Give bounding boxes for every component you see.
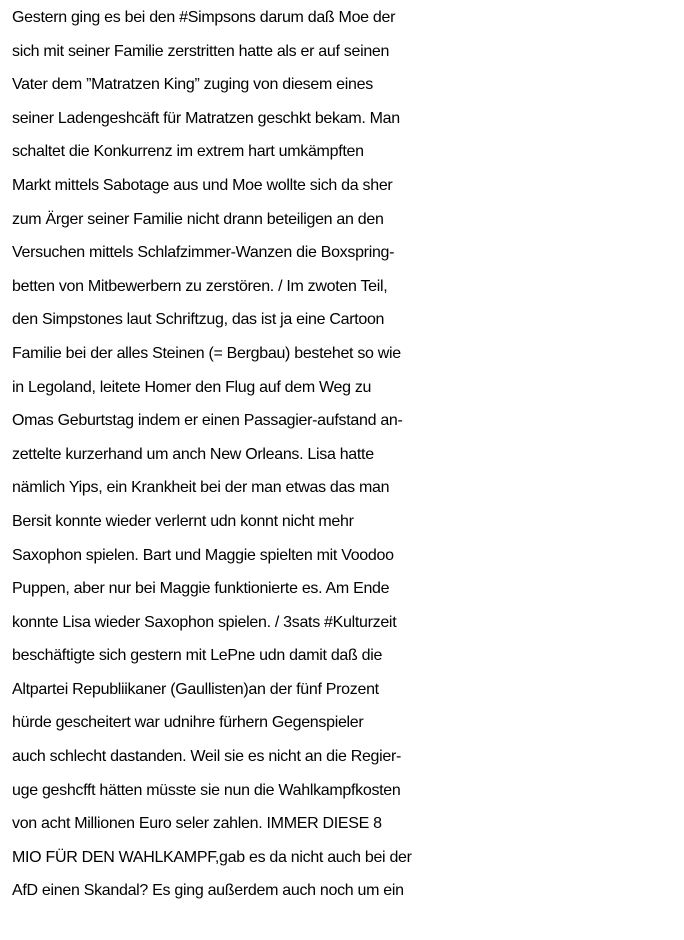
text-line: Altpartei Republiikaner (Gaullisten)an der fünf Prozent <box>12 680 379 698</box>
text-line: AfD einen Skandal? Es ging außerdem auch noch um ein <box>12 882 404 900</box>
text-line: Versuchen mittels Schlafzimmer-Wanzen die Boxspring- <box>12 244 395 262</box>
text-line: Familie bei der alles Steinen (= Bergbau) bestehet so wie <box>12 344 401 362</box>
text-line: Markt mittels Sabotage aus und Moe wollte sich da sher <box>12 176 393 194</box>
text-line: Saxophon spielen. Bart und Maggie spielten mit Voodoo <box>12 546 394 564</box>
text-line: nämlich Yips, ein Krankheit bei der man etwas das man <box>12 479 390 497</box>
text-line: von acht Millionen Euro seler zahlen. IMMER DIESE 8 <box>12 815 382 833</box>
text-line: Puppen, aber nur bei Maggie funktionierte es. Am Ende <box>12 580 390 598</box>
text-line: beschäftigte sich gestern mit LePne udn damit daß die <box>12 647 383 665</box>
text-line: Gestern ging es bei den #Simpsons darum daß Moe der <box>12 9 396 26</box>
text-line: schaltet die Konkurrenz im extrem hart umkämpften <box>12 143 364 161</box>
text-line: konnte Lisa wieder Saxophon spielen. / 3sats #Kulturzeit <box>12 613 397 631</box>
text-line: in Legoland, leitete Homer den Flug auf dem Weg zu <box>12 378 372 396</box>
text-line: auch schlecht dastanden. Weil sie es nicht an die Regier- <box>12 748 402 766</box>
text-line: den Simpstones laut Schriftzug, das ist ja eine Cartoon <box>12 311 385 329</box>
body-text <box>12 1 684 908</box>
text-line: betten von Mitbewerbern zu zerstören. / Im zwoten Teil, <box>12 277 388 295</box>
text-line: uge geshcfft hätten müsste sie nun die Wahlkampfkosten <box>12 781 401 799</box>
text-line: zum Ärger seiner Familie nicht drann beteiligen an den <box>12 210 384 228</box>
text-line: seiner Ladengeshcäft für Matratzen geschkt bekam. Man <box>12 109 400 127</box>
text-line: sich mit seiner Familie zerstritten hatte als er auf seinen <box>12 42 390 60</box>
text-line: Bersit konnte wieder verlernt udn konnt nicht mehr <box>12 512 354 530</box>
text-line: MIO FÜR DEN WAHLKAMPF,gab es da nicht auch bei der <box>12 848 412 866</box>
text-line: Omas Geburtstag indem er einen Passagier-aufstand an- <box>12 412 403 430</box>
text-line: hürde gescheitert war udnihre fürhern Gegenspieler <box>12 714 364 732</box>
text-line: zettelte kurzerhand um anch New Orleans. Lisa hatte <box>12 445 374 463</box>
text-line: Vater dem ”Matratzen King” zuging von diesem eines <box>12 76 373 94</box>
